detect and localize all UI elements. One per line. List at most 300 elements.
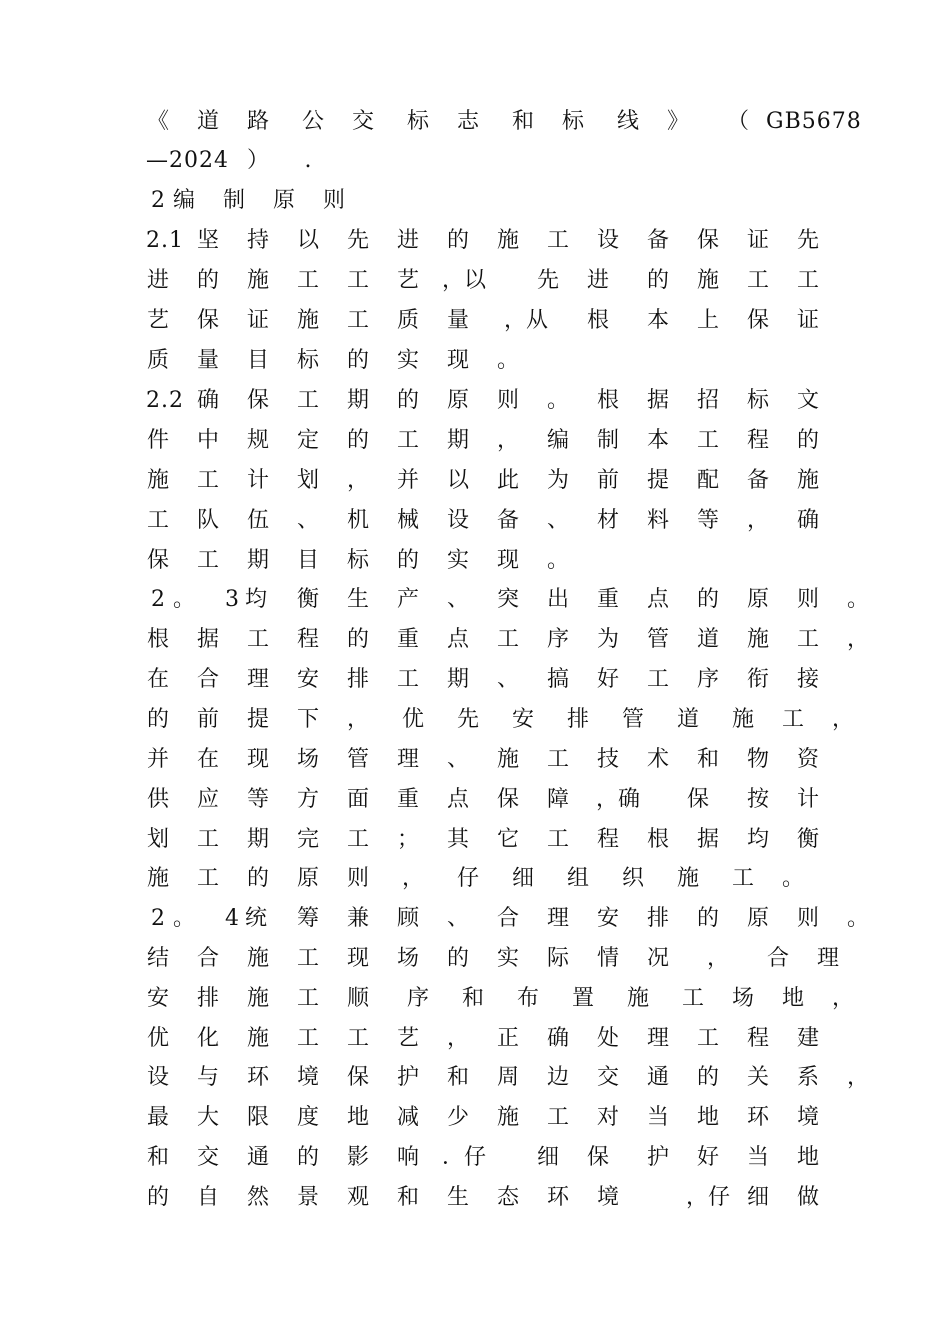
text-glyph: 道 xyxy=(196,109,219,134)
text-glyph: 定 xyxy=(296,428,319,453)
text-glyph: 以 xyxy=(446,468,469,493)
text-glyph: 管 xyxy=(621,707,644,732)
text-glyph: ．仔 xyxy=(442,1145,487,1170)
text-glyph: 建 xyxy=(796,1026,819,1051)
text-glyph: 系 xyxy=(796,1065,819,1090)
text-glyph: 制 xyxy=(596,428,619,453)
text-glyph: 工 xyxy=(681,986,704,1011)
text-glyph: 工 xyxy=(496,627,519,652)
text-glyph: 好 xyxy=(696,1145,719,1170)
text-glyph: 按 xyxy=(746,787,769,812)
text-glyph: 出 xyxy=(546,587,569,612)
text-glyph: 根 xyxy=(646,827,669,852)
text-glyph: 施 xyxy=(496,228,519,253)
text-glyph: 和 xyxy=(146,1145,169,1170)
text-glyph: 先 xyxy=(346,228,369,253)
text-glyph: 提 xyxy=(246,707,269,732)
text-glyph: ，从 xyxy=(504,308,549,333)
text-glyph: 完 xyxy=(296,827,319,852)
text-glyph: 工 xyxy=(246,627,269,652)
text-glyph: 则 xyxy=(796,587,819,612)
text-glyph: 。 xyxy=(846,906,869,931)
text-glyph: 术 xyxy=(646,747,669,772)
text-glyph: 工 xyxy=(796,268,819,293)
text-glyph: 排 xyxy=(196,986,219,1011)
text-glyph: 境 xyxy=(296,1065,319,1090)
text-glyph: 文 xyxy=(796,388,819,413)
text-glyph: 现 xyxy=(346,946,369,971)
text-glyph: 好 xyxy=(596,667,619,692)
text-glyph: 点 xyxy=(446,627,469,652)
text-glyph: 面 xyxy=(346,787,369,812)
text-glyph: 施 xyxy=(796,468,819,493)
text-glyph: 生 xyxy=(446,1185,469,1210)
text-glyph: 并 xyxy=(146,747,169,772)
text-glyph: 的 xyxy=(446,946,469,971)
text-glyph: 序 xyxy=(696,667,719,692)
text-glyph: 。 xyxy=(546,548,569,573)
text-glyph: 当 xyxy=(646,1105,669,1130)
text-glyph: 理 xyxy=(396,747,419,772)
text-glyph: 的 xyxy=(346,428,369,453)
text-glyph: 工 xyxy=(781,707,804,732)
text-glyph: 其 xyxy=(446,827,469,852)
text-glyph: ， xyxy=(401,866,424,891)
text-glyph: 2 xyxy=(151,188,165,213)
text-glyph: 2.2 xyxy=(146,388,184,413)
text-glyph: ， xyxy=(846,1065,869,1090)
text-glyph: ， xyxy=(346,468,369,493)
text-glyph: 计 xyxy=(246,468,269,493)
text-glyph: 标 xyxy=(296,348,319,373)
text-glyph: 衔 xyxy=(746,667,769,692)
text-glyph: 标 xyxy=(346,548,369,573)
text-glyph: —2024 xyxy=(146,148,229,173)
text-glyph: 的 xyxy=(646,268,669,293)
text-glyph: 工 xyxy=(546,1105,569,1130)
text-glyph: 置 xyxy=(571,986,594,1011)
text-glyph: 序 xyxy=(406,986,429,1011)
text-glyph: 工 xyxy=(296,268,319,293)
text-glyph: 的 xyxy=(396,388,419,413)
text-glyph: 和 xyxy=(511,109,534,134)
text-glyph: 工 xyxy=(546,827,569,852)
text-glyph: 工 xyxy=(546,228,569,253)
text-glyph: 材 xyxy=(596,508,619,533)
text-glyph: 点 xyxy=(646,587,669,612)
text-glyph: 根 xyxy=(596,388,619,413)
text-glyph: 设 xyxy=(146,1065,169,1090)
text-glyph: 施 xyxy=(746,627,769,652)
text-glyph: 安 xyxy=(296,667,319,692)
text-glyph: 为 xyxy=(546,468,569,493)
text-glyph: 保 xyxy=(686,787,709,812)
text-glyph: 景 xyxy=(296,1185,319,1210)
text-glyph: 程 xyxy=(596,827,619,852)
text-glyph: 均 xyxy=(244,587,267,612)
text-glyph: 应 xyxy=(196,787,219,812)
text-glyph: 设 xyxy=(446,508,469,533)
text-glyph: 关 xyxy=(746,1065,769,1090)
text-glyph: 进 xyxy=(396,228,419,253)
text-glyph: 和 xyxy=(446,1065,469,1090)
text-glyph: 施 xyxy=(696,268,719,293)
text-glyph: 据 xyxy=(696,827,719,852)
text-glyph: 工 xyxy=(696,428,719,453)
text-glyph: 管 xyxy=(646,627,669,652)
text-glyph: 备 xyxy=(646,228,669,253)
text-glyph: 的 xyxy=(346,627,369,652)
text-glyph: 下 xyxy=(296,707,319,732)
text-glyph: 通 xyxy=(246,1145,269,1170)
text-glyph: 工 xyxy=(296,1026,319,1051)
text-glyph: 实 xyxy=(396,348,419,373)
text-glyph: 管 xyxy=(346,747,369,772)
text-glyph: 工 xyxy=(346,268,369,293)
text-glyph: 工 xyxy=(346,1026,369,1051)
text-glyph: 合 xyxy=(766,946,789,971)
text-glyph: 质 xyxy=(146,348,169,373)
text-glyph: 。 xyxy=(846,587,869,612)
text-glyph: 响 xyxy=(396,1145,419,1170)
text-glyph: 期 xyxy=(246,548,269,573)
text-glyph: 证 xyxy=(246,308,269,333)
text-glyph: 和 xyxy=(696,747,719,772)
text-glyph: 排 xyxy=(346,667,369,692)
text-glyph: 供 xyxy=(146,787,169,812)
text-glyph: 处 xyxy=(596,1026,619,1051)
text-glyph: 地 xyxy=(346,1105,369,1130)
text-glyph: 》 xyxy=(666,109,689,134)
text-glyph: 目 xyxy=(296,548,319,573)
text-glyph: 根 xyxy=(586,308,609,333)
text-glyph: 工 xyxy=(196,468,219,493)
text-glyph: 实 xyxy=(446,548,469,573)
text-glyph: 则 xyxy=(346,866,369,891)
text-glyph: 、 xyxy=(446,906,469,931)
text-glyph: 然 xyxy=(246,1185,269,1210)
text-glyph: ，确 xyxy=(596,787,641,812)
text-glyph: 、 xyxy=(446,747,469,772)
text-glyph: 排 xyxy=(566,707,589,732)
text-glyph: 配 xyxy=(696,468,719,493)
text-glyph: 施 xyxy=(731,707,754,732)
text-glyph: 安 xyxy=(511,707,534,732)
text-glyph: 工 xyxy=(296,946,319,971)
text-glyph: 现 xyxy=(246,747,269,772)
text-glyph: 衡 xyxy=(796,827,819,852)
text-glyph: 衡 xyxy=(296,587,319,612)
text-glyph: 的 xyxy=(246,866,269,891)
text-glyph: 态 xyxy=(496,1185,519,1210)
text-glyph: 工 xyxy=(296,986,319,1011)
text-glyph: 划 xyxy=(146,827,169,852)
text-glyph: 则 xyxy=(796,906,819,931)
text-glyph: 的 xyxy=(796,428,819,453)
text-glyph: 保 xyxy=(496,787,519,812)
text-glyph: 的 xyxy=(346,348,369,373)
text-glyph: 先 xyxy=(456,707,479,732)
text-glyph: 优 xyxy=(401,707,424,732)
text-glyph: 备 xyxy=(746,468,769,493)
text-glyph: 化 xyxy=(196,1026,219,1051)
text-glyph: 交 xyxy=(596,1065,619,1090)
text-glyph: 搞 xyxy=(546,667,569,692)
text-glyph: 与 xyxy=(196,1065,219,1090)
text-glyph: 等 xyxy=(696,508,719,533)
text-glyph: 场 xyxy=(731,986,754,1011)
text-glyph: 接 xyxy=(796,667,819,692)
text-glyph: 《 xyxy=(146,109,169,134)
text-glyph: 此 xyxy=(496,468,519,493)
text-glyph: 道 xyxy=(676,707,699,732)
text-glyph: 施 xyxy=(246,268,269,293)
text-glyph: 的 xyxy=(696,587,719,612)
text-glyph: 原 xyxy=(296,866,319,891)
text-glyph: 地 xyxy=(796,1145,819,1170)
text-glyph: 限 xyxy=(246,1105,269,1130)
text-glyph: 做 xyxy=(796,1185,819,1210)
text-glyph: ， xyxy=(846,627,869,652)
text-glyph: 艺 xyxy=(146,308,169,333)
text-glyph: 物 xyxy=(746,747,769,772)
text-glyph: 理 xyxy=(546,906,569,931)
text-glyph: 境 xyxy=(796,1105,819,1130)
text-glyph: 地 xyxy=(781,986,804,1011)
text-glyph: 确 xyxy=(796,508,819,533)
text-glyph: 保 xyxy=(586,1145,609,1170)
text-glyph: 的 xyxy=(696,906,719,931)
text-glyph: 工 xyxy=(646,667,669,692)
text-glyph: 则 xyxy=(496,388,519,413)
text-glyph: 程 xyxy=(746,1026,769,1051)
text-glyph: 、 xyxy=(496,667,519,692)
text-glyph: 本 xyxy=(646,308,669,333)
text-glyph: 重 xyxy=(596,587,619,612)
text-glyph: 前 xyxy=(596,468,619,493)
text-glyph: 保 xyxy=(146,548,169,573)
text-glyph: 安 xyxy=(146,986,169,1011)
text-glyph: ， xyxy=(446,1026,469,1051)
text-glyph: 施 xyxy=(496,747,519,772)
text-glyph: 现 xyxy=(446,348,469,373)
text-glyph: 上 xyxy=(696,308,719,333)
text-glyph: 重 xyxy=(396,627,419,652)
text-glyph: 工 xyxy=(196,548,219,573)
text-glyph: 量 xyxy=(196,348,219,373)
text-glyph: 规 xyxy=(246,428,269,453)
text-glyph: 施 xyxy=(246,946,269,971)
text-glyph: 原 xyxy=(746,906,769,931)
text-glyph: 前 xyxy=(196,707,219,732)
text-glyph: 细 xyxy=(746,1185,769,1210)
text-glyph: 原 xyxy=(746,587,769,612)
text-glyph: 护 xyxy=(646,1145,669,1170)
text-glyph: 工 xyxy=(546,747,569,772)
text-glyph: 筹 xyxy=(296,906,319,931)
text-glyph: 环 xyxy=(246,1065,269,1090)
text-glyph: 合 xyxy=(496,906,519,931)
text-glyph: 在 xyxy=(196,747,219,772)
text-glyph: 交 xyxy=(196,1145,219,1170)
text-glyph: 安 xyxy=(596,906,619,931)
text-glyph: 工 xyxy=(196,827,219,852)
text-glyph: ， xyxy=(706,946,729,971)
text-glyph: 工 xyxy=(196,866,219,891)
text-glyph: 合 xyxy=(196,946,219,971)
text-glyph: 道 xyxy=(696,627,719,652)
text-glyph: 期 xyxy=(446,428,469,453)
text-glyph: 工 xyxy=(146,508,169,533)
text-glyph: 施 xyxy=(246,1026,269,1051)
text-glyph: 场 xyxy=(396,946,419,971)
text-glyph: 理 xyxy=(246,667,269,692)
text-glyph: 保 xyxy=(746,308,769,333)
text-glyph: 保 xyxy=(696,228,719,253)
text-glyph: 确 xyxy=(196,388,219,413)
text-glyph: 工 xyxy=(396,667,419,692)
text-glyph: 据 xyxy=(196,627,219,652)
text-glyph: ，仔 xyxy=(686,1185,731,1210)
text-glyph: 点 xyxy=(446,787,469,812)
text-glyph: 情 xyxy=(596,946,619,971)
text-glyph: 、 xyxy=(446,587,469,612)
text-glyph: 工 xyxy=(746,268,769,293)
text-glyph: ， xyxy=(346,707,369,732)
text-glyph: 期 xyxy=(246,827,269,852)
text-glyph: 的 xyxy=(146,707,169,732)
text-glyph: 序 xyxy=(546,627,569,652)
text-glyph: 施 xyxy=(146,866,169,891)
text-glyph: 标 xyxy=(561,109,584,134)
text-glyph: 结 xyxy=(146,946,169,971)
text-glyph: 、 xyxy=(546,508,569,533)
text-glyph: 量 xyxy=(446,308,469,333)
text-glyph: 编 xyxy=(546,428,569,453)
text-glyph: ， xyxy=(746,508,769,533)
text-glyph: 顺 xyxy=(346,986,369,1011)
text-glyph: 并 xyxy=(396,468,419,493)
text-glyph: 备 xyxy=(496,508,519,533)
text-glyph: 际 xyxy=(546,946,569,971)
text-glyph: 3 xyxy=(225,587,239,612)
text-glyph: 艺 xyxy=(396,268,419,293)
text-glyph: 细 xyxy=(536,1145,559,1170)
text-glyph: 公 xyxy=(301,109,324,134)
text-glyph: 期 xyxy=(446,667,469,692)
text-glyph: 兼 xyxy=(346,906,369,931)
text-glyph: ，以 xyxy=(442,268,487,293)
text-glyph: 周 xyxy=(496,1065,519,1090)
text-glyph: 以 xyxy=(296,228,319,253)
text-glyph: 目 xyxy=(246,348,269,373)
text-glyph: 标 xyxy=(406,109,429,134)
text-glyph: 组 xyxy=(566,866,589,891)
text-glyph: 在 xyxy=(146,667,169,692)
text-glyph: 布 xyxy=(516,986,539,1011)
text-glyph: GB5678 xyxy=(766,109,862,134)
text-glyph: ； xyxy=(396,827,419,852)
text-glyph: ， xyxy=(831,707,854,732)
text-glyph: 制 xyxy=(222,188,245,213)
text-glyph: 工 xyxy=(731,866,754,891)
text-glyph: 均 xyxy=(746,827,769,852)
text-glyph: 证 xyxy=(796,308,819,333)
text-glyph: 2.1 xyxy=(146,228,184,253)
text-glyph: 。 xyxy=(781,866,804,891)
text-glyph: 环 xyxy=(746,1105,769,1130)
text-glyph: 况 xyxy=(646,946,669,971)
text-glyph: 最 xyxy=(146,1105,169,1130)
text-glyph: 资 xyxy=(796,747,819,772)
text-glyph: 等 xyxy=(246,787,269,812)
text-glyph: 和 xyxy=(461,986,484,1011)
text-glyph: （ xyxy=(726,109,749,134)
text-glyph: 原 xyxy=(446,388,469,413)
text-glyph: 进 xyxy=(586,268,609,293)
text-glyph: 细 xyxy=(511,866,534,891)
text-glyph: 。 xyxy=(546,388,569,413)
text-glyph: 进 xyxy=(146,268,169,293)
text-glyph: 2 xyxy=(151,587,165,612)
text-glyph: 件 xyxy=(146,428,169,453)
text-glyph: 大 xyxy=(196,1105,219,1130)
text-glyph: 确 xyxy=(546,1026,569,1051)
text-glyph: 障 xyxy=(546,787,569,812)
text-glyph: 现 xyxy=(496,548,519,573)
text-glyph: 合 xyxy=(196,667,219,692)
text-glyph: 护 xyxy=(396,1065,419,1090)
text-glyph: 设 xyxy=(596,228,619,253)
text-glyph: 2 xyxy=(151,906,165,931)
text-glyph: 减 xyxy=(396,1105,419,1130)
text-glyph: 影 xyxy=(346,1145,369,1170)
text-glyph: 的 xyxy=(296,1145,319,1170)
text-glyph: 程 xyxy=(746,428,769,453)
text-glyph: 理 xyxy=(816,946,839,971)
text-glyph: 、 xyxy=(296,508,319,533)
text-glyph: 则 xyxy=(322,188,345,213)
text-glyph: 施 xyxy=(146,468,169,493)
text-glyph: 为 xyxy=(596,627,619,652)
text-glyph: 度 xyxy=(296,1105,319,1130)
text-glyph: 志 xyxy=(456,109,479,134)
text-glyph: 工 xyxy=(396,428,419,453)
text-glyph: 观 xyxy=(346,1185,369,1210)
text-glyph: 4 xyxy=(225,906,239,931)
text-glyph: 仔 xyxy=(456,866,479,891)
text-glyph: 根 xyxy=(146,627,169,652)
text-glyph: 证 xyxy=(746,228,769,253)
text-glyph: 对 xyxy=(596,1105,619,1130)
text-glyph: 重 xyxy=(396,787,419,812)
text-glyph: 据 xyxy=(646,388,669,413)
text-glyph: 实 xyxy=(496,946,519,971)
text-glyph: 施 xyxy=(676,866,699,891)
text-glyph: 施 xyxy=(496,1105,519,1130)
text-glyph: 机 xyxy=(346,508,369,533)
text-glyph: 织 xyxy=(621,866,644,891)
text-glyph: 编 xyxy=(172,188,195,213)
text-glyph: 的 xyxy=(146,1185,169,1210)
text-glyph: 交 xyxy=(351,109,374,134)
text-glyph: 提 xyxy=(646,468,669,493)
text-glyph: 质 xyxy=(396,308,419,333)
text-glyph: ， xyxy=(496,428,519,453)
text-glyph: 产 xyxy=(396,587,419,612)
text-glyph: 场 xyxy=(296,747,319,772)
text-glyph: 计 xyxy=(796,787,819,812)
